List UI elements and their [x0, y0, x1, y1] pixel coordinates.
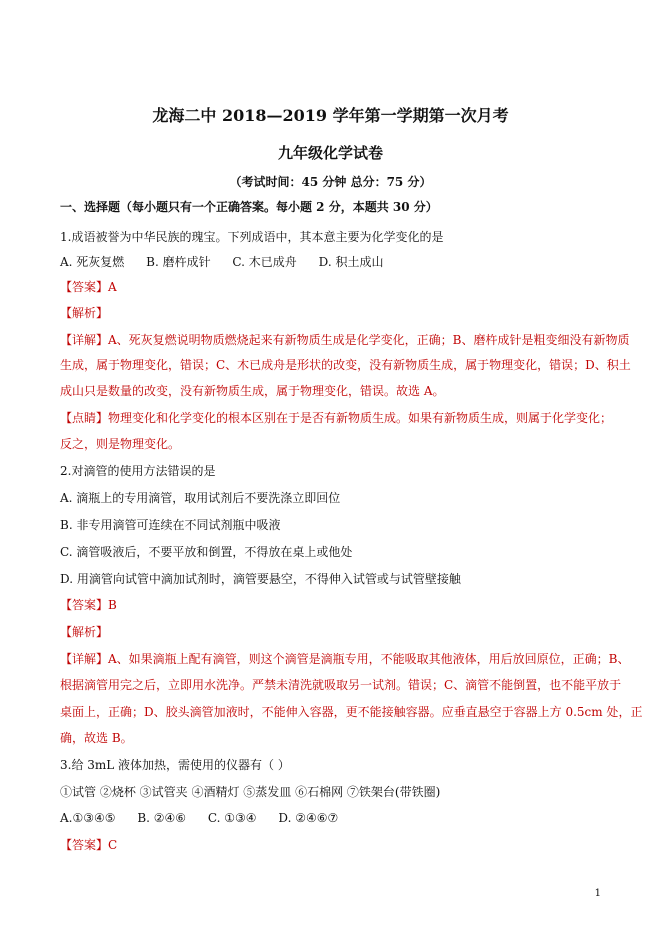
q2-detail-line: 根据滴管用完之后，立即用水洗净。严禁未清洗就吸取另一试剂。错误；C、滴管不能倒置，也不能平放于 — [60, 678, 622, 692]
q1-detail-line: 成山只是数量的改变，没有新物质生成，属于物理变化，错误。故选 A。 — [60, 384, 445, 398]
q2-option-a: A. 滴瓶上的专用滴管，取用试剂后不要洗涤立即回位 — [60, 491, 341, 505]
q3-answer: 【答案】C — [60, 838, 118, 852]
page-subtitle: 九年级化学试卷 — [277, 144, 383, 162]
q3-option-c: C. ①③④ — [207, 811, 257, 825]
q1-analysis-label: 【解析】 — [60, 306, 109, 320]
q2-detail-line: 确，故选 B。 — [60, 731, 133, 745]
q1-option-c: C. 木已成舟 — [232, 255, 297, 269]
q1-detail-line: 生成，属于物理变化，错误；C、木已成舟是形状的改变，没有新物质生成，属于物理变化，错误；D、积土 — [60, 358, 631, 372]
q1-tip-line: 反之，则是物理变化。 — [60, 437, 181, 451]
q2-answer: 【答案】B — [60, 598, 117, 612]
q3-items: ①试管 ②烧杯 ③试管夹 ④酒精灯 ⑤蒸发皿 ⑥石棉网 ⑦铁架台(带铁圈) — [60, 785, 441, 799]
q3-option-d: D. ②④⑥⑦ — [278, 811, 339, 825]
q2-stem: 2.对滴管的使用方法错误的是 — [60, 464, 216, 478]
exam-info: （考试时间：45 分钟 总分：75 分） — [229, 175, 432, 189]
q1-option-a: A. 死灰复燃 — [60, 255, 125, 269]
section-heading: 一、选择题（每小题只有一个正确答案。每小题 2 分，本题共 30 分） — [60, 200, 438, 214]
q2-option-b: B. 非专用滴管可连续在不同试剂瓶中吸液 — [60, 518, 281, 532]
q1-answer: 【答案】A — [60, 280, 117, 294]
page-number: 1 — [594, 888, 601, 899]
q1-option-d: D. 积土成山 — [318, 255, 384, 269]
q1-stem: 1.成语被誉为中华民族的瑰宝。下列成语中，其本意主要为化学变化的是 — [60, 230, 444, 244]
q3-option-a: A.①③④⑤ — [60, 811, 116, 825]
q1-options — [60, 254, 401, 270]
q3-stem: 3.给 3mL 液体加热，需使用的仪器有（ ） — [60, 758, 290, 772]
q3-option-b: B. ②④⑥ — [137, 811, 187, 825]
q1-detail-line: 【详解】A、死灰复燃说明物质燃烧起来有新物质生成是化学变化，正确；B、磨杵成针是粗变细没有新物质 — [60, 333, 630, 347]
q2-option-c: C. 滴管吸液后，不要平放和倒置，不得放在桌上或他处 — [60, 545, 353, 559]
q2-detail-line: 桌面上，正确；D、胶头滴管加液时，不能伸入容器，更不能接触容器。应垂直悬空于容器上方 0.5cm 处，正 — [60, 705, 643, 719]
q2-option-d: D. 用滴管向试管中滴加试剂时，滴管要悬空，不得伸入试管或与试管壁接触 — [60, 572, 461, 586]
q2-analysis-label: 【解析】 — [60, 625, 109, 639]
q2-detail-line: 【详解】A、如果滴瓶上配有滴管，则这个滴管是滴瓶专用，不能吸取其他液体，用后放回原位，正确；B、 — [60, 652, 630, 666]
page-title: 龙海二中 2018—2019 学年第一学期第一次月考 — [152, 106, 509, 125]
q1-tip-line: 【点睛】物理变化和化学变化的根本区别在于是否有新物质生成。如果有新物质生成，则属于化学变化； — [60, 411, 613, 425]
q3-options — [60, 810, 356, 826]
q1-option-b: B. 磨杵成针 — [146, 255, 211, 269]
